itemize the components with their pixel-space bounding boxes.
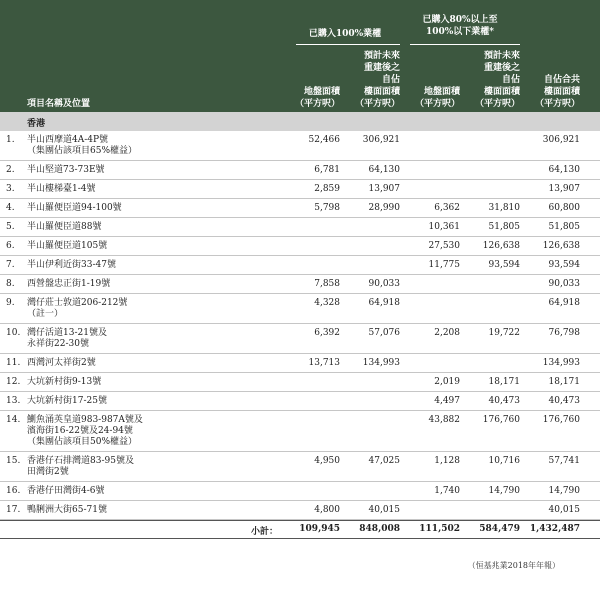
project-name xyxy=(27,486,277,497)
total-gfa: 93,594 xyxy=(548,260,580,270)
header-line: 自佔合共 xyxy=(543,75,580,85)
project-name xyxy=(27,241,277,252)
land-area-full: 13,713 xyxy=(308,358,340,368)
header-line: 預計未來 xyxy=(483,51,520,61)
group-underline xyxy=(410,44,520,45)
land-area-partial: 2,019 xyxy=(434,377,460,387)
table-row xyxy=(0,373,600,392)
total-gfa: 14,790 xyxy=(548,486,580,496)
project-name xyxy=(27,328,277,350)
land-area-partial: 43,882 xyxy=(428,415,460,425)
project-name-line: 半山西摩道4A-4P號 xyxy=(27,135,109,145)
table-body xyxy=(0,131,600,539)
group2-line2: 100%以下業權* xyxy=(425,27,495,37)
gfa-full: 306,921 xyxy=(362,135,400,145)
table-row xyxy=(0,256,600,275)
land-area-full: 4,800 xyxy=(314,505,340,515)
header-line: 樓面面積 xyxy=(543,87,580,97)
project-name-line: 半山羅便臣道94-100號 xyxy=(27,203,122,213)
project-name xyxy=(27,505,277,516)
table-row xyxy=(0,218,600,237)
row-number: 16. xyxy=(6,486,21,496)
group2-line1: 已購入80%以上至 xyxy=(422,15,498,25)
group-header-full-ownership: 已購入100%業權 xyxy=(308,29,382,39)
project-name-line: 永祥街22-30號 xyxy=(27,339,89,349)
total-gfa: 134,993 xyxy=(542,358,580,368)
total-gfa: 18,171 xyxy=(548,377,580,387)
table-row xyxy=(0,237,600,256)
header-line: （平方呎） xyxy=(414,99,460,109)
project-name-line: 鰂魚涌英皇道983-987A號及 xyxy=(27,415,143,425)
project-name xyxy=(27,377,277,388)
project-name xyxy=(27,298,277,320)
land-area-partial: 6,362 xyxy=(434,203,460,213)
project-name-line: 香港仔石排灣道83-95號及 xyxy=(27,456,134,466)
table-row xyxy=(0,161,600,180)
gfa-full: 134,993 xyxy=(362,358,400,368)
row-number: 3. xyxy=(6,184,15,194)
row-number: 4. xyxy=(6,203,15,213)
table-row xyxy=(0,180,600,199)
row-number: 1. xyxy=(6,135,15,145)
project-name-line: 半山樓梯臺1-4號 xyxy=(27,184,96,194)
project-name-line: 西灣河太祥街2號 xyxy=(27,358,96,368)
table-header xyxy=(0,0,600,112)
gfa-partial: 31,810 xyxy=(488,203,520,213)
total-gfa: 60,800 xyxy=(548,203,580,213)
row-number: 9. xyxy=(6,298,15,308)
group-underline xyxy=(296,44,400,45)
land-area-full: 4,328 xyxy=(314,298,340,308)
land-area-full: 4,950 xyxy=(314,456,340,466)
project-name-line: 灣仔莊士敦道206-212號 xyxy=(27,298,128,308)
header-line: （平方呎） xyxy=(534,99,580,109)
gfa-partial: 18,171 xyxy=(488,377,520,387)
row-number: 2. xyxy=(6,165,15,175)
total-gfa: 13,907 xyxy=(548,184,580,194)
header-line: （平方呎） xyxy=(354,99,400,109)
table-row xyxy=(0,354,600,373)
project-name-line: （集團佔該項目50%權益） xyxy=(27,437,138,447)
total-gfa: 76,798 xyxy=(548,328,580,338)
table-row xyxy=(0,411,600,452)
row-number: 8. xyxy=(6,279,15,289)
row-number: 6. xyxy=(6,241,15,251)
land-area-full: 52,466 xyxy=(308,135,340,145)
project-name xyxy=(27,135,277,157)
subtotal-value: 584,479 xyxy=(479,524,520,534)
project-name xyxy=(27,396,277,407)
gfa-partial: 10,716 xyxy=(488,456,520,466)
row-number: 13. xyxy=(6,396,21,406)
row-number: 11. xyxy=(6,358,21,368)
header-line: 重建後之 xyxy=(363,63,400,73)
project-name xyxy=(27,279,277,290)
subtotal-value: 848,008 xyxy=(359,524,400,534)
land-area-partial: 4,497 xyxy=(434,396,460,406)
project-name xyxy=(27,260,277,271)
table-row xyxy=(0,199,600,218)
header-line: 自佔 xyxy=(381,75,400,85)
project-name xyxy=(27,203,277,214)
land-area-full: 5,798 xyxy=(314,203,340,213)
header-land-area-2 xyxy=(402,86,460,110)
table-row xyxy=(0,501,600,520)
project-name-line: 西營盤忠正街1-19號 xyxy=(27,279,111,289)
project-name-line: 濱海街16-22號及24-94號 xyxy=(27,426,133,436)
total-gfa: 51,805 xyxy=(548,222,580,232)
total-gfa: 64,130 xyxy=(548,165,580,175)
project-name-line: 半山羅便臣道88號 xyxy=(27,222,102,232)
group-header-partial-ownership xyxy=(405,14,515,38)
gfa-partial: 93,594 xyxy=(488,260,520,270)
project-name-line: 大坑新村街9-13號 xyxy=(27,377,102,387)
project-name-line: 半山伊利近街33-47號 xyxy=(27,260,116,270)
header-line: 地盤面積 xyxy=(423,87,460,97)
land-area-full: 2,859 xyxy=(314,184,340,194)
row-number: 12. xyxy=(6,377,21,387)
project-name xyxy=(27,184,277,195)
header-line: （平方呎） xyxy=(474,99,520,109)
subtotal-label: 小計： xyxy=(250,527,278,537)
row-number: 7. xyxy=(6,260,15,270)
table-row xyxy=(0,131,600,161)
project-name xyxy=(27,165,277,176)
header-line: 樓面面積 xyxy=(483,87,520,97)
row-number: 10. xyxy=(6,328,21,338)
land-area-full: 6,392 xyxy=(314,328,340,338)
header-project-name: 項目名稱及位置 xyxy=(27,99,91,109)
table-row xyxy=(0,392,600,411)
subtotal-value: 1,432,487 xyxy=(529,524,580,534)
header-line: 地盤面積 xyxy=(303,87,340,97)
row-number: 14. xyxy=(6,415,21,425)
land-area-partial: 2,208 xyxy=(434,328,460,338)
total-gfa: 176,760 xyxy=(542,415,580,425)
header-line: 預計未來 xyxy=(363,51,400,61)
project-name xyxy=(27,415,277,448)
header-total-gfa xyxy=(522,74,580,110)
gfa-partial: 19,722 xyxy=(488,328,520,338)
header-line: 樓面面積 xyxy=(363,87,400,97)
gfa-full: 57,076 xyxy=(368,328,400,338)
land-area-partial: 27,530 xyxy=(428,241,460,251)
land-area-full: 7,858 xyxy=(314,279,340,289)
source-footnote: （恒基兆業2018年年報） xyxy=(467,561,560,570)
subtotal-row xyxy=(0,520,600,539)
row-number: 5. xyxy=(6,222,15,232)
gfa-full: 47,025 xyxy=(368,456,400,466)
project-name-line: 鴨脷洲大街65-71號 xyxy=(27,505,107,515)
project-name-line: （集團佔該項目65%權益） xyxy=(27,146,138,156)
gfa-full: 64,918 xyxy=(368,298,400,308)
land-area-partial: 1,128 xyxy=(434,456,460,466)
total-gfa: 306,921 xyxy=(542,135,580,145)
header-gfa-1 xyxy=(342,50,400,110)
total-gfa: 64,918 xyxy=(548,298,580,308)
header-line: 重建後之 xyxy=(483,63,520,73)
gfa-full: 28,990 xyxy=(368,203,400,213)
total-gfa: 90,033 xyxy=(548,279,580,289)
subtotal-value: 109,945 xyxy=(299,524,340,534)
gfa-full: 13,907 xyxy=(368,184,400,194)
gfa-partial: 51,805 xyxy=(488,222,520,232)
total-gfa: 126,638 xyxy=(542,241,580,251)
gfa-full: 64,130 xyxy=(368,165,400,175)
row-number: 15. xyxy=(6,456,21,466)
project-name-line: 大坑新村街17-25號 xyxy=(27,396,107,406)
header-line: 自佔 xyxy=(501,75,520,85)
project-name-line: 香港仔田灣街4-6號 xyxy=(27,486,105,496)
project-name xyxy=(27,222,277,233)
project-name xyxy=(27,358,277,369)
project-name-line: 半山羅便臣道105號 xyxy=(27,241,108,251)
table-row xyxy=(0,294,600,324)
land-area-partial: 1,740 xyxy=(434,486,460,496)
total-gfa: 40,473 xyxy=(548,396,580,406)
project-name-line: （註一） xyxy=(27,309,64,319)
gfa-partial: 40,473 xyxy=(488,396,520,406)
land-area-partial: 11,775 xyxy=(428,260,460,270)
table-row xyxy=(0,324,600,354)
project-name-line: 田灣街2號 xyxy=(27,467,69,477)
table-row xyxy=(0,452,600,482)
gfa-partial: 176,760 xyxy=(482,415,520,425)
header-land-area-1 xyxy=(282,86,340,110)
header-gfa-2 xyxy=(462,50,520,110)
total-gfa: 40,015 xyxy=(548,505,580,515)
land-area-full: 6,781 xyxy=(314,165,340,175)
project-name-line: 半山堅道73-73E號 xyxy=(27,165,105,175)
row-number: 17. xyxy=(6,505,21,515)
header-line: （平方呎） xyxy=(294,99,340,109)
region-label: 香港 xyxy=(27,119,46,129)
table-row xyxy=(0,275,600,294)
project-name xyxy=(27,456,277,478)
subtotal-value: 111,502 xyxy=(419,524,460,534)
gfa-full: 40,015 xyxy=(368,505,400,515)
table-row xyxy=(0,482,600,501)
region-row xyxy=(0,112,600,131)
gfa-full: 90,033 xyxy=(368,279,400,289)
land-area-partial: 10,361 xyxy=(428,222,460,232)
gfa-partial: 14,790 xyxy=(488,486,520,496)
total-gfa: 57,741 xyxy=(548,456,580,466)
gfa-partial: 126,638 xyxy=(482,241,520,251)
project-name-line: 灣仔活道13-21號及 xyxy=(27,328,107,338)
